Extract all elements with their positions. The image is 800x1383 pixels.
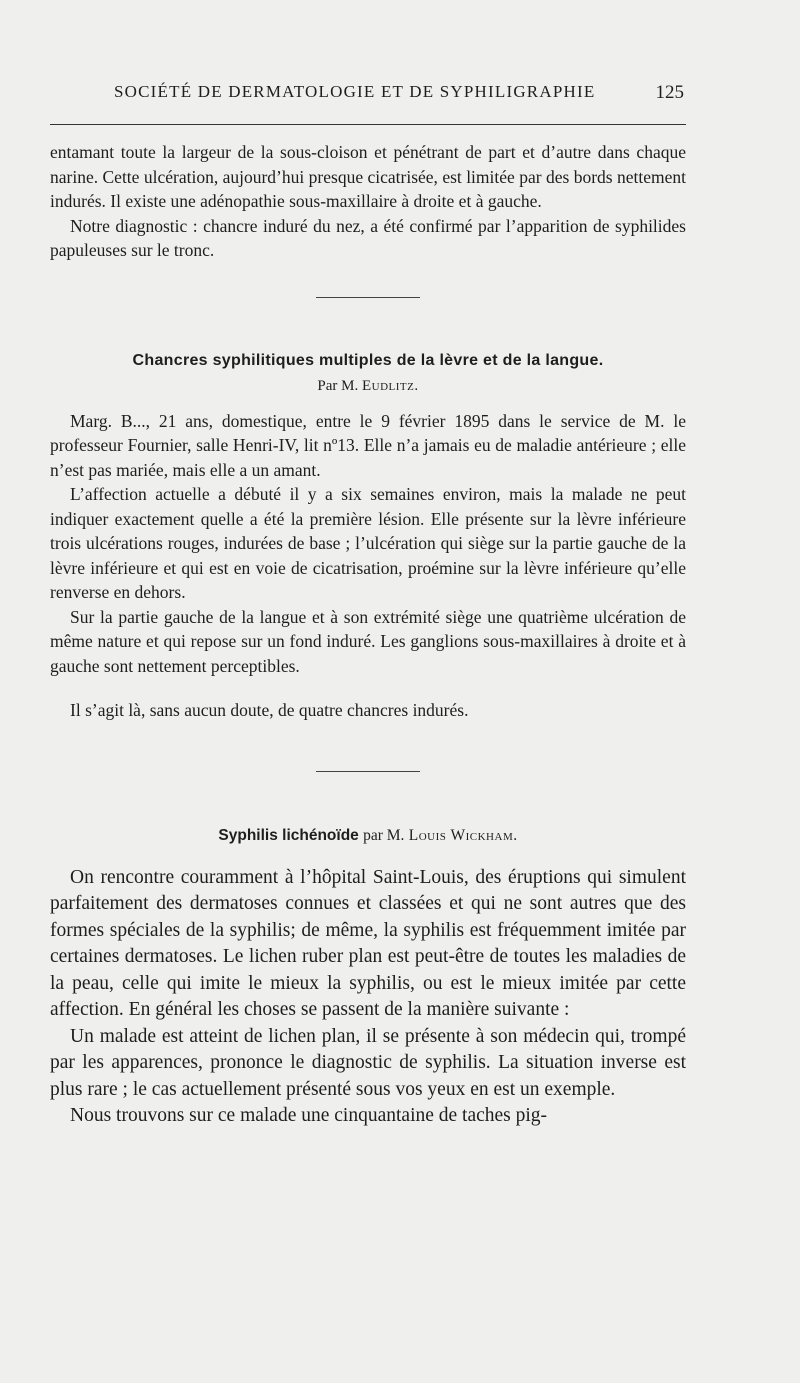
section-body bbox=[50, 409, 686, 723]
author-name: Louis Wickham. bbox=[408, 826, 518, 844]
section-title: Syphilis lichénoïde bbox=[218, 826, 359, 844]
header-rule bbox=[50, 124, 686, 125]
byline-prefix: par M. bbox=[363, 826, 405, 844]
byline-prefix: Par M. bbox=[317, 377, 359, 394]
paragraph: L’affection actuelle a débuté il y a six semaines environ, mais la malade ne peut indiquer exactement quelle a été la première lésion. Elle présente sur la lèvre inférieure trois ulcérations rouges, indurées de base ; l’ulcération qui siège sur la partie gauche de la lèvre inférieure et qui est en voie de cicatrisation, proémine sur la lèvre inférieure qu’elle renverse en dehors. bbox=[50, 484, 686, 602]
running-head: SOCIÉTÉ DE DERMATOLOGIE ET DE SYPHILIGRAPHIE bbox=[114, 82, 596, 101]
paragraph: Notre diagnostic : chancre induré du nez, a été confirmé par l’apparition de syphilides papuleuses sur le tronc. bbox=[50, 215, 686, 260]
paragraph: On rencontre couramment à l’hôpital Saint-Louis, des éruptions qui simulent parfaitement des dermatoses connues et classées et qui ne sont autres que des formes spéciales de la syphilis; de même, la syphilis est fréquemment imitée par certaines dermatoses. Le lichen ruber plan est peut-être de toutes les maladies de la peau, celle qui imite le mieux la syphilis, ou est le mieux imitée par cette affection. En général les choses se passent de la manière suivante : bbox=[50, 866, 686, 1020]
paragraph: Il s’agit là, sans aucun doute, de quatre chancres indurés. bbox=[70, 700, 469, 720]
paragraph: Un malade est atteint de lichen plan, il se présente à son médecin qui, trompé par les apparences, prononce le diagnostic de syphilis. La situation inverse est plus rare ; le cas actuellement présenté sous vos yeux en est un exemple. bbox=[50, 1025, 686, 1100]
section-divider bbox=[316, 297, 420, 298]
page-number: 125 bbox=[655, 82, 684, 103]
section-title: Chancres syphilitiques multiples de la lèvre et de la langue. bbox=[132, 351, 604, 369]
paragraph: Marg. B..., 21 ans, domestique, entre le 9 février 1895 dans le service de M. le professeur Fournier, salle Henri-IV, lit nº13. Elle n’a jamais eu de maladie antérieure ; elle n’est pas mariée, mais elle a un amant. bbox=[50, 410, 686, 480]
page-header bbox=[90, 82, 686, 112]
section-body bbox=[50, 865, 686, 1130]
paragraph: Sur la partie gauche de la langue et à son extrémité siège une quatrième ulcération de même nature et qui repose sur un fond induré. Les ganglions sous-maxillaires à droite et à gauche sont nettement perceptibles. bbox=[50, 606, 686, 676]
body-text bbox=[50, 140, 686, 1130]
section-divider bbox=[316, 771, 420, 772]
author-name: Eudlitz. bbox=[361, 377, 419, 394]
paragraph: Nous trouvons sur ce malade une cinquantaine de taches pig- bbox=[70, 1105, 548, 1126]
paragraph: entamant toute la largeur de la sous-cloison et pénétrant de part et d’autre dans chaque narine. Cette ulcération, aujourd’hui presque cicatrisée, est limitée par des bords nettement indurés. Il existe une adénopathie sous-maxillaire à droite et à gauche. bbox=[50, 142, 686, 211]
section-byline bbox=[50, 378, 686, 395]
section-title-line bbox=[50, 827, 686, 845]
